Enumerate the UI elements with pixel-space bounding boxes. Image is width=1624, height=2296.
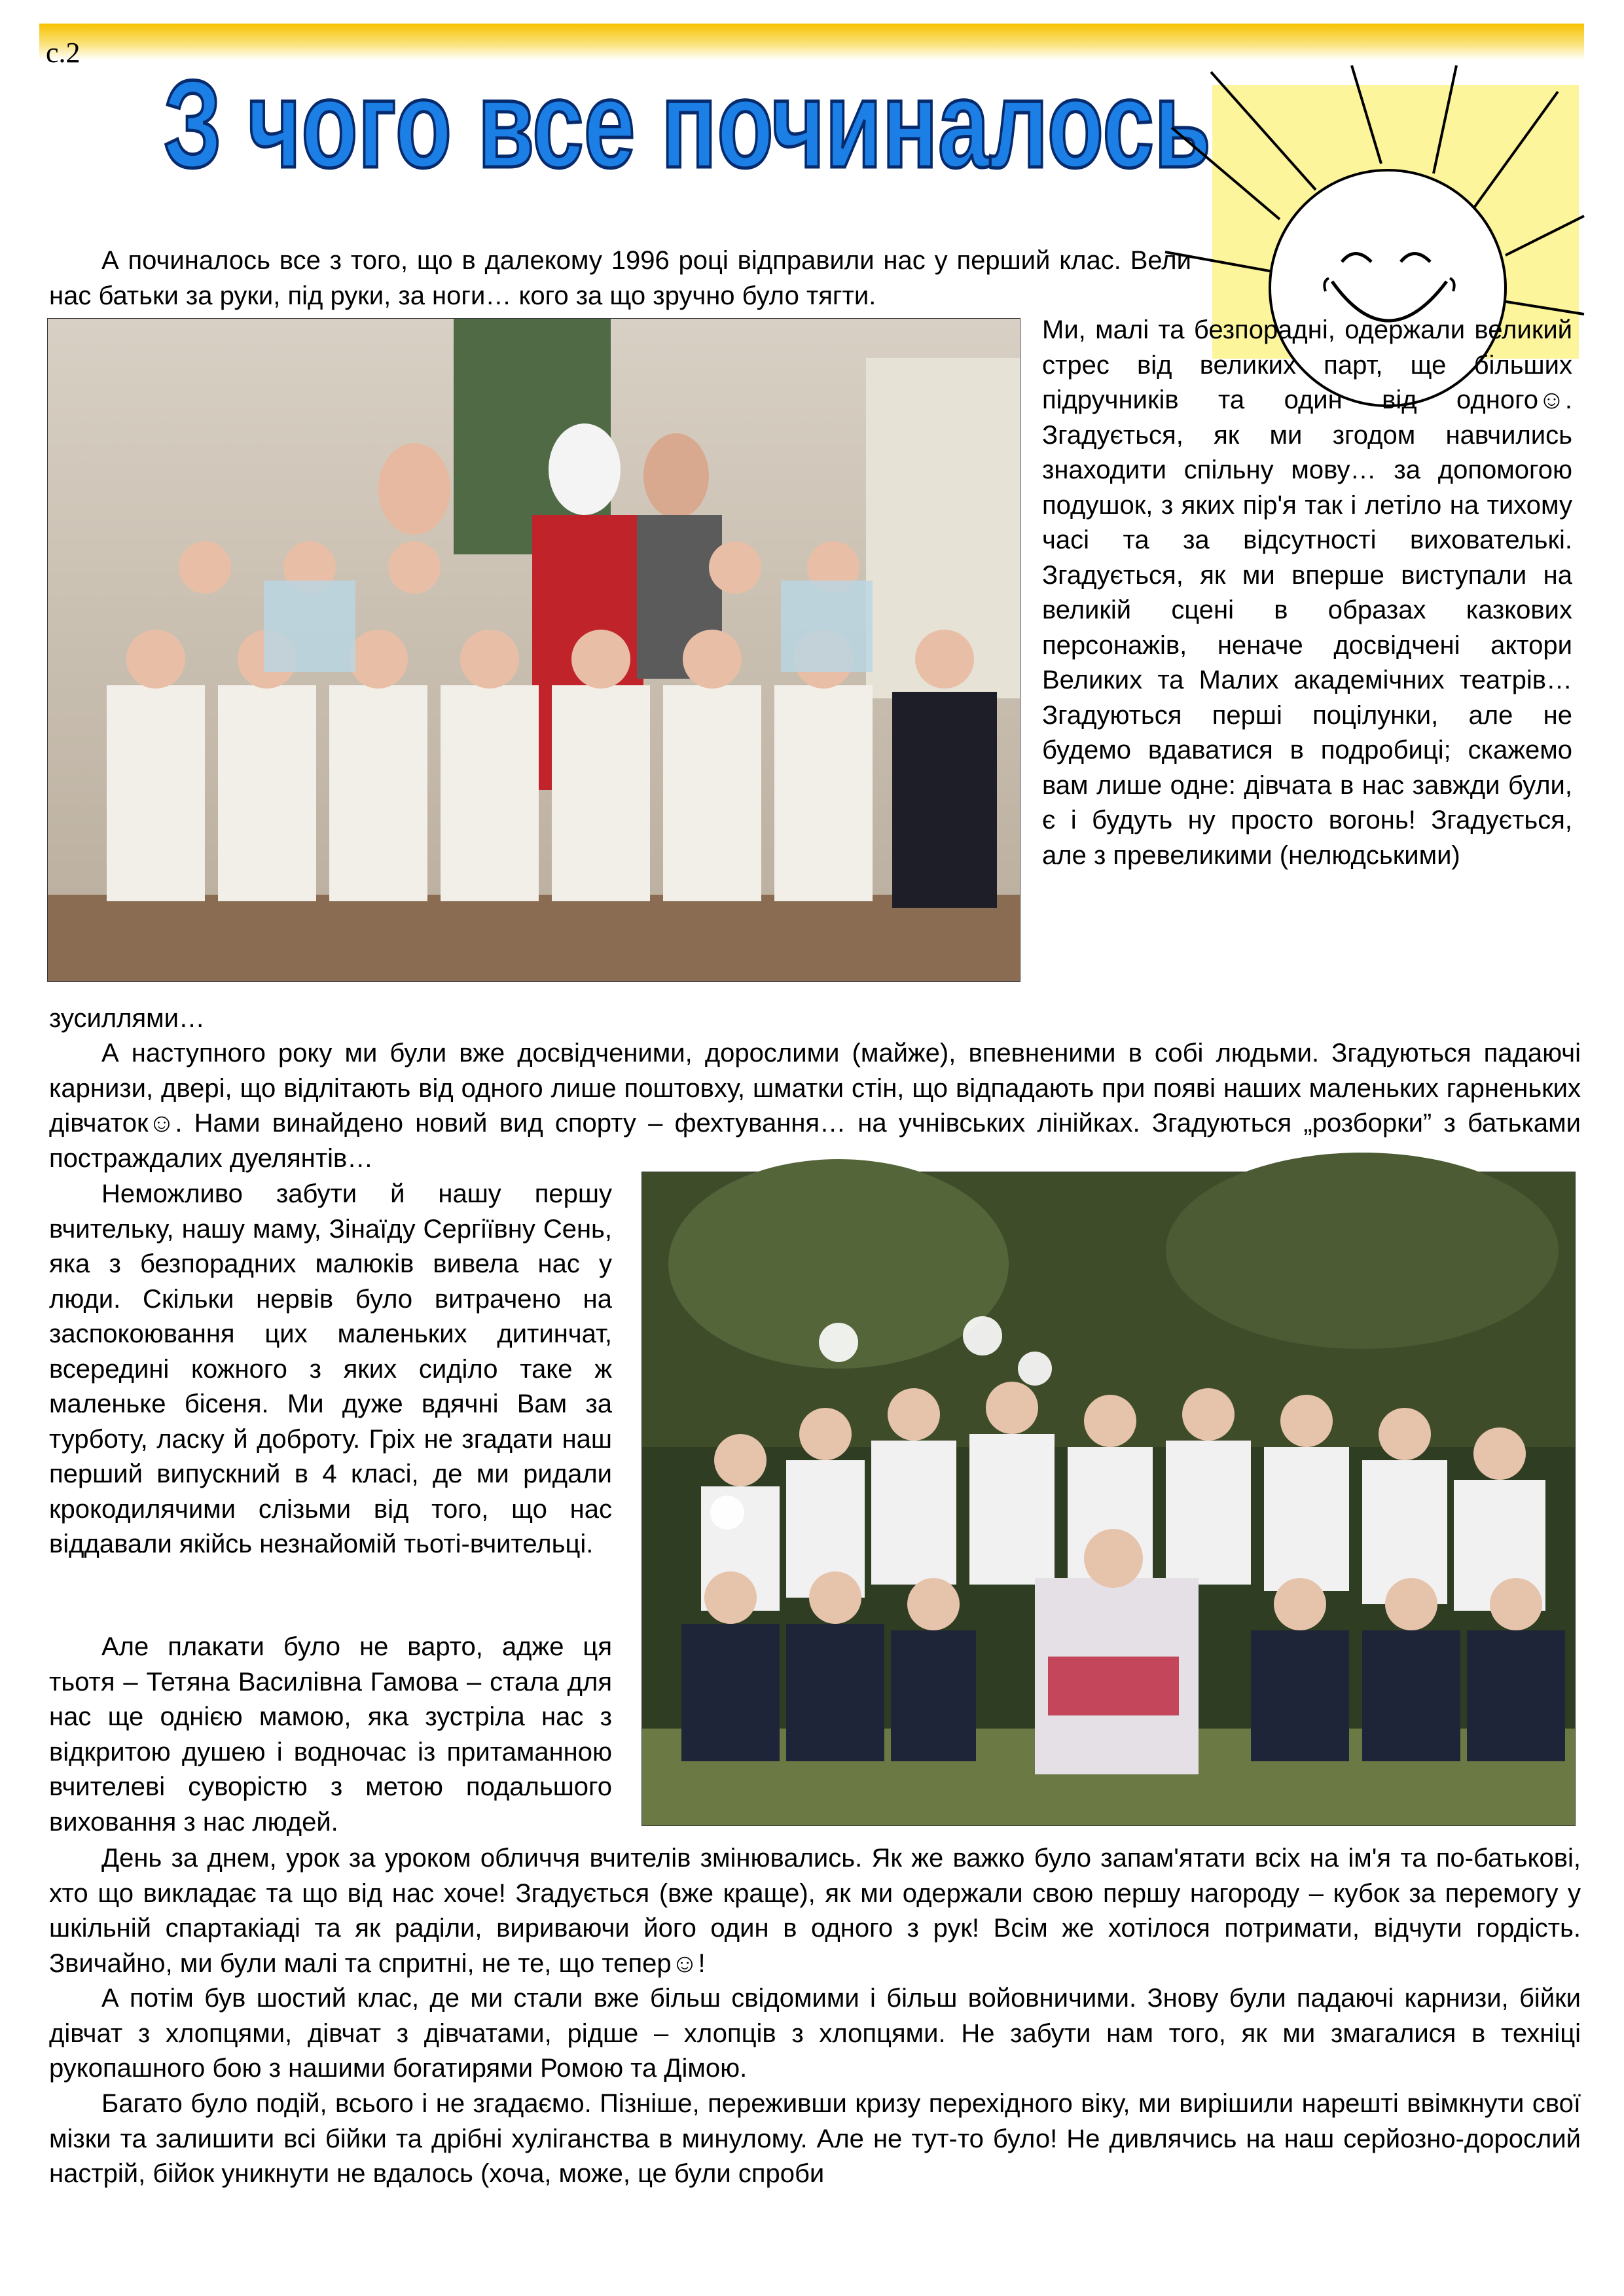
intro-paragraph: А починалось все з того, що в далекому 1996 році відправили нас у перший клас. Вели нас батьки за руки, під руки, за ноги… кого за що зручно було тягти. (49, 246, 1191, 310)
paragraph-4: А потім був шостий клас, де ми стали вже більш свідомими і більш войовничими. Знову були падаючі карнизи, бійки дівчат з хлопцями, дівчат з дівчатами, рідше – хлопців з хлопцями. Не забути нам того, як ми змагалися в техніці рукопашного бою з нашими богатирями Ромою та Дімою. (49, 1984, 1581, 2083)
kindergarten-class-photo (47, 318, 1020, 982)
continuation-text: зусиллями… (49, 1004, 205, 1033)
left-column-paragraph-2: Але плакати було не варто, адже ця тьотя – Тетяна Василівна Гамова – стала для нас ще однією мамою, яка зустріла нас з відкритою душею і водночас із притаманною вчителеві суворістю з метою подальшого виховання з нас людей. (49, 1632, 612, 1837)
paragraph-2: А наступного року ми були вже досвідченими, дорослими (майже), впевненими в собі людьми. Згадуються падаючі карнизи, двері, що відлітають від одного лише поштовху, шматки стін, що відпадають при появі наших маленьких гарненьких дівчаток☺. Нами винайдено новий вид спорту – фехтування… на учнівських лінійках. Згадуються „розборки” з батьками постраждалих дуелянтів… (49, 1039, 1581, 1173)
page-number: с.2 (46, 37, 81, 69)
primary-school-class-photo (641, 1172, 1576, 1826)
article-title (147, 55, 1227, 196)
article-title-text: З чого все починалось (164, 55, 1211, 194)
left-column-paragraph-1: Неможливо забути й нашу першу вчительку, нашу маму, Зінаїду Сергіївну Сень, яка з безпорадних малюків вивела нас у люди. Скільки нервів було витрачено на заспокоювання цих маленьких дитинчат, всередині кожного з яких сиділо таке ж маленьке бісеня. Ми дуже вдячні Вам за турботу, ласку й доброту. Гріх не згадати наш перший випускний в 4 класі, де ми ридали крокодилячими слізьми від того, що нас віддавали якійсь незнайомій тьоті-вчительці. (49, 1179, 612, 1558)
paragraph-3: День за днем, урок за уроком обличчя вчителів змінювались. Як же важко було запам'ятати всіх на ім'я та по-батькові, хто що викладає та що від нас хоче! Згадується (вже краще), як ми одержали свою першу нагороду – кубок за перемогу у шкільній спартакіаді та як раділи, вириваючи його один в одного з рук! Всім же хотілося потримати, відчути гордість. Звичайно, ми були малі та спритні, не те, що тепер☺! (49, 1844, 1581, 1978)
right-column-paragraph: Ми, малі та безпорадні, одержали великий стрес від великих парт, ще більших підручників та один від одного☺. Згадується, як ми згодом навчились знаходити спільну мову… за допомогою подушок, з яких пір'я так і летіло на тихому часі та за відсутності вихователькі. Згадується, як ми вперше виступали на великій сцені в образах казкових персонажів, неначе досвідчені актори Великих та Малих академічних театрів… Згадуються перші поцілунки, але не будемо вдаватися в подробиці; скажемо вам лише одне: дівчата в нас завжди були, є і будуть ну просто вогонь! Згадується, але з превеликими (нелюдськими) (1042, 315, 1572, 870)
paragraph-5: Багато було подій, всього і не згадаємо. Пізніше, переживши кризу перехідного віку, ми вирішили нарешті ввімкнути свої мізки та залишити всі бійки та дрібні хуліганства в минулому. Але не тут-то було! Не дивлячись на наш серйозно-дорослий настрій, бійок уникнути не вдалось (хоча, може, це були спроби (49, 2089, 1581, 2188)
